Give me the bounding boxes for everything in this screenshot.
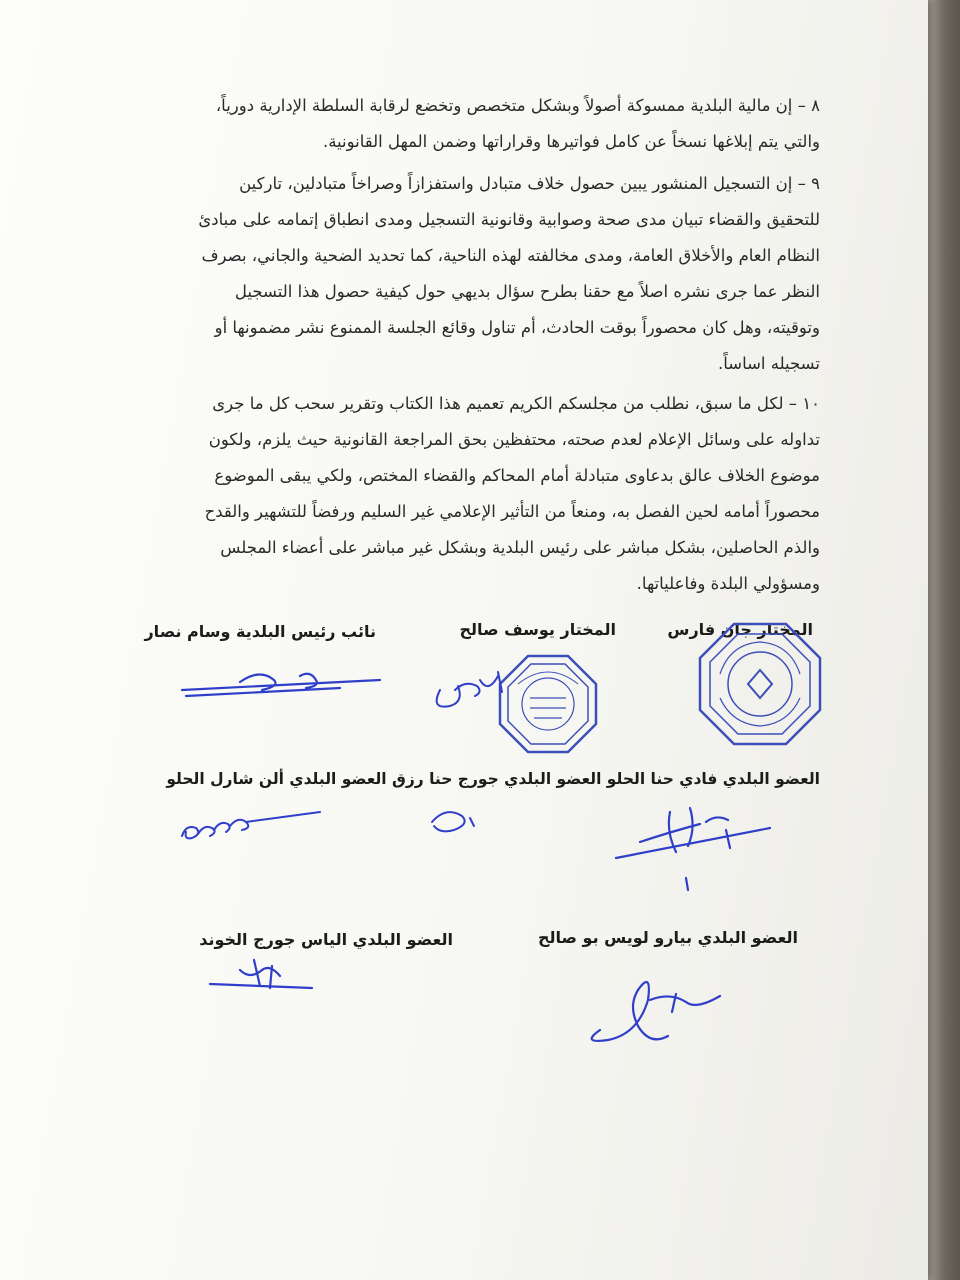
paragraph-line: تسجيله اساساً.: [717, 354, 820, 373]
paragraph-line: للتحقيق والقضاء تبيان مدى صحة وصوابية وقانونية التسجيل ومدى انطباق إتمامه على مبادئ: [198, 210, 820, 229]
paragraph-line: موضوع الخلاف عالق بدعاوى متبادلة أمام المحاكم والقضاء المختص، ولكي يبقى الموضوع: [214, 466, 820, 485]
label-mukhtar-youssef: المختار يوسف صالح: [459, 620, 616, 639]
paragraph-line: النظام العام والأخلاق العامة، ومدى مخالفته لهذه الناحية، كما تحديد الضحية والجاني، بصرف: [201, 246, 820, 265]
label-deputy-mayor: نائب رئيس البلدية وسام نصار: [144, 622, 376, 641]
paragraph-line: وتوقيته، وهل كان محصوراً بوقت الحادث، أم تناول وقائع الجلسة الممنوع نشر مضمونها أو: [214, 318, 820, 337]
signature-member-george: [432, 812, 474, 831]
paragraph-line: والتي يتم إبلاغها نسخاً عن كامل فواتيرها وقراراتها وضمن المهل القانونية.: [322, 132, 820, 151]
paragraph-line: ٩ – إن التسجيل المنشور يبين حصول خلاف متبادل واستفزازاً وصراخاً متبادلين، تاركين: [239, 174, 820, 193]
paragraph-line: محصوراً أمامه لحين الفصل به، ومنعاً من التأثير الإعلامي غير السليم ورفضاً للتشهير والقدح: [204, 502, 820, 521]
label-mukhtar-jean: المختار جان فارس: [667, 620, 813, 639]
signature-member-elias: [210, 960, 312, 988]
paragraph-line: تداوله على وسائل الإعلام لعدم صحته، محتفظين بحق المراجعة القانونية حيث يلزم، ولكون: [208, 430, 820, 449]
signature-mukhtar-youssef: [437, 672, 502, 707]
paragraph-line: ٨ – إن مالية البلدية ممسوكة أصولاً وبشكل متخصص وتخضع لرقابة السلطة الإدارية دورياً،: [215, 96, 820, 115]
stamp-jean-icon: [700, 624, 820, 744]
label-member-piaro: العضو البلدي بيارو لويس بو صالح: [537, 928, 798, 947]
label-members-row: العضو البلدي فادي حنا الحلو العضو البلدي جورج حنا رزق العضو البلدي ألن شارل الحلو: [166, 770, 820, 788]
paragraph-line: ١٠ – لكل ما سبق، نطلب من مجلسكم الكريم تعميم هذا الكتاب وتقرير سحب كل ما جرى: [212, 394, 820, 413]
paragraph-line: ومسؤولي البلدة وفاعلياتها.: [636, 574, 820, 593]
signature-member-fadi: [182, 812, 320, 838]
label-member-elias: العضو البلدي الياس جورج الخوند: [199, 930, 453, 949]
paragraph-line: والذم الحاصلين، بشكل مباشر على رئيس البلدية وبشكل غير مباشر على أعضاء المجلس: [220, 538, 820, 557]
signature-deputy-mayor: [182, 674, 380, 696]
paragraph-line: النظر عما جرى نشره اصلاً مع حقنا بطرح سؤال بديهي حول كيفية حصول هذا التسجيل: [234, 282, 820, 301]
stamp-youssef-icon: [500, 656, 596, 752]
signature-member-alain: [616, 808, 770, 890]
signature-member-piaro: [592, 982, 720, 1041]
